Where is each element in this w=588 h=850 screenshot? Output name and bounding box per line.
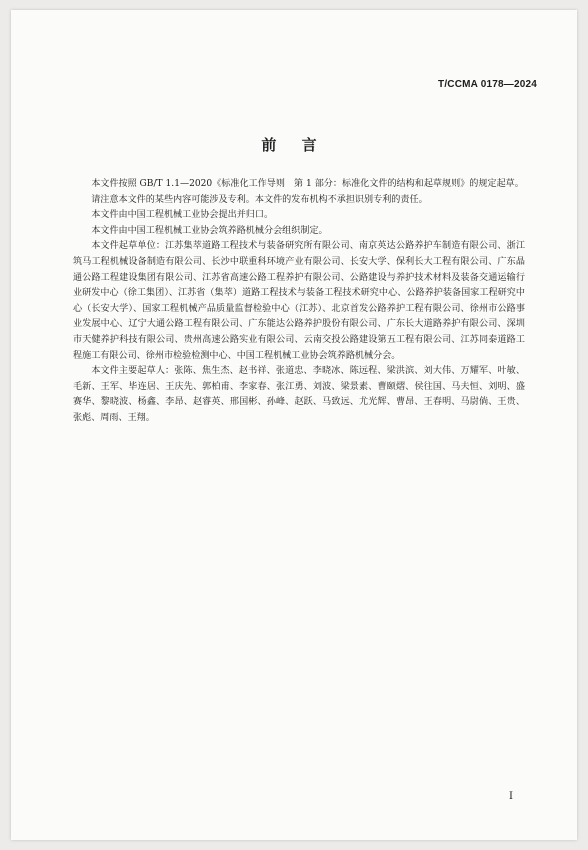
foreword-body [73, 177, 525, 427]
paragraph-organizer: 本文件由中国工程机械工业协会筑养路机械分会组织制定。 [91, 225, 328, 236]
paragraph-drafting-rules: 本文件按照 GB/T 1.1—2020《标准化工作导则 第 1 部分：标准化文件的结构和起草规则》的规定起草。 [91, 179, 524, 189]
paragraph-proposer: 本文件由中国工程机械工业协会提出并归口。 [91, 210, 274, 221]
paragraph-drafters: 本文件主要起草人：张陈、焦生杰、赵书祥、张道忠、李晓冰、陈远程、梁洪滨、刘大伟、万耀军、叶敏、毛新、王军、毕连居、王庆先、郭柏甫、李家春、张江勇、刘波、梁景素、曹颐熠、侯往国、马夫恒、刘明、盛赛华、黎晓波、杨鑫、李昂、赵睿英、邢国彬、孙峰、赵跃、马致远、尤光辉、曹昂、王春明、马尉倘、王贵、张彪、周雨、王翔。 [73, 366, 525, 423]
standard-code: T/CCMA 0178—2024 [438, 79, 537, 90]
page-title: 前 言 [261, 136, 327, 154]
page-number: I [509, 791, 513, 802]
paragraph-patent-notice: 请注意本文件的某些内容可能涉及专利。本文件的发布机构不承担识别专利的责任。 [91, 194, 428, 205]
paragraph-drafting-units: 本文件起草单位：江苏集萃道路工程技术与装备研究所有限公司、南京英达公路养护车制造有限公司、浙江筑马工程机械设备制造有限公司、长沙中联重科环境产业有限公司、长安大学、保利长大工程有限公司、广东晶通公路工程建设集团有限公司、江苏省高速公路工程养护有限公司、公路建设与养护技术材料及装备交通运输行业研发中心（徐工集团）、江苏省（集萃）道路工程技术与装备工程技术研究中心、公路养护装备国家工程研究中心（长安大学）、国家工程机械产品质量监督检验中心（江苏）、北京首发公路养护工程有限公司、徐州市公路事业发展中心、辽宁大通公路工程有限公司、广东能达公路养护股份有限公司、广东长大道路养护有限公司、深圳市天健养护科技有限公司、贵州高速公路实业有限公司、云南交投公路建设第五工程有限公司、江苏同泰道路工程施工有限公司、徐州市检验检测中心、中国工程机械工业协会筑养路机械分会。 [73, 241, 525, 361]
document-page [11, 10, 577, 840]
